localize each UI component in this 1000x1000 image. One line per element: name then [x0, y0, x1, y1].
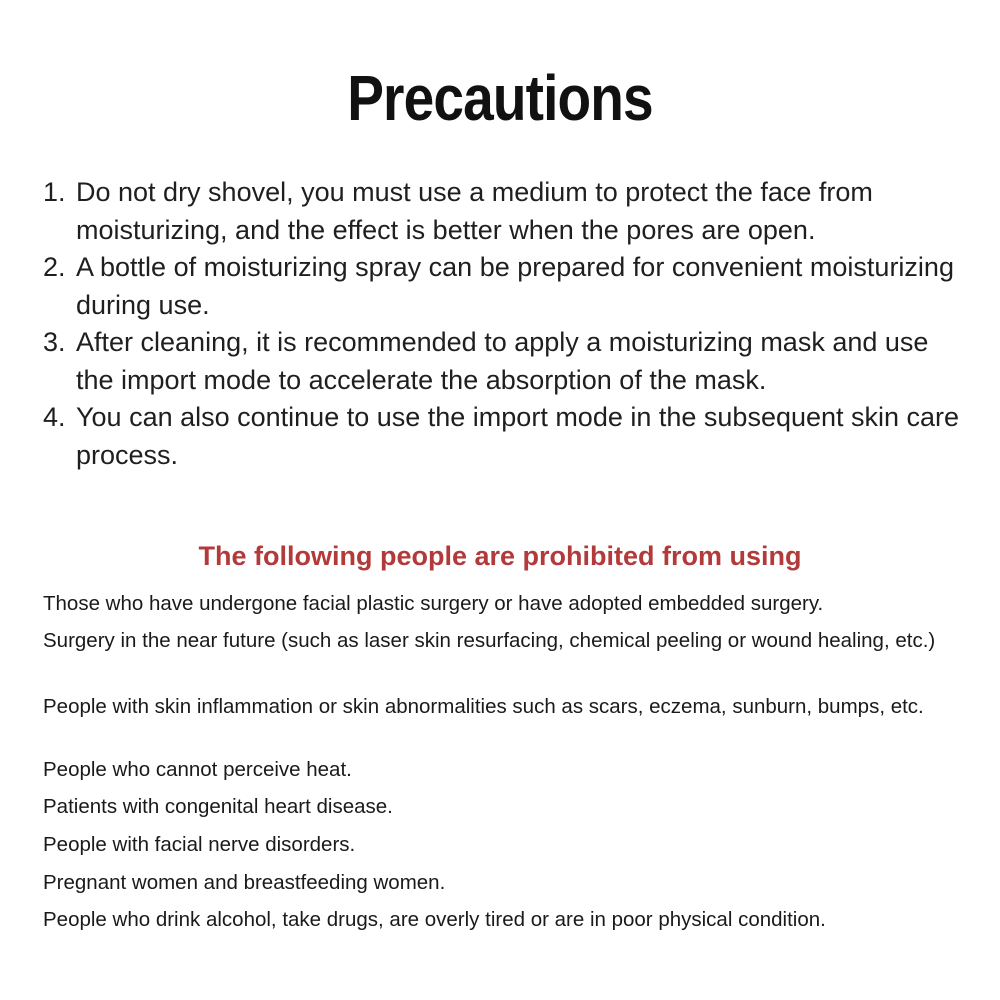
prohibited-heading: The following people are prohibited from using	[198, 541, 802, 571]
prohibited-item-2: Surgery in the near future (such as laser skin resurfacing, chemical peeling or wound healing, etc.)	[43, 629, 936, 652]
precaution-item-1	[43, 174, 973, 249]
precaution-item-2	[43, 249, 973, 324]
precaution-text: You can also continue to use the import mode in the subsequent skin care process.	[76, 402, 960, 470]
page-title: Precautions	[347, 62, 653, 134]
precaution-text: Do not dry shovel, you must use a medium to protect the face from moisturizing, and the effect is better when the pores are open.	[76, 177, 873, 245]
prohibited-item-6: People with facial nerve disorders.	[43, 833, 356, 856]
prohibited-item-5: Patients with congenital heart disease.	[43, 795, 393, 818]
precaution-item-3	[43, 324, 973, 399]
precaution-number: 4.	[43, 402, 66, 432]
precautions-list	[43, 174, 973, 474]
prohibited-item-7: Pregnant women and breastfeeding women.	[43, 871, 446, 894]
precaution-number: 2.	[43, 252, 66, 282]
precaution-text: After cleaning, it is recommended to apply a moisturizing mask and use the import mode to accelerate the absorption of the mask.	[76, 327, 929, 395]
precaution-text: A bottle of moisturizing spray can be prepared for convenient moisturizing during use.	[76, 252, 954, 320]
prohibited-item-8: People who drink alcohol, take drugs, are overly tired or are in poor physical condition.	[43, 908, 826, 931]
precaution-number: 3.	[43, 327, 66, 357]
precaution-number: 1.	[43, 177, 66, 207]
prohibited-item-1: Those who have undergone facial plastic surgery or have adopted embedded surgery.	[43, 592, 824, 615]
prohibited-item-3: People with skin inflammation or skin abnormalities such as scars, eczema, sunburn, bumps, etc.	[43, 695, 924, 718]
prohibited-item-4: People who cannot perceive heat.	[43, 758, 352, 781]
precaution-item-4	[43, 399, 973, 474]
